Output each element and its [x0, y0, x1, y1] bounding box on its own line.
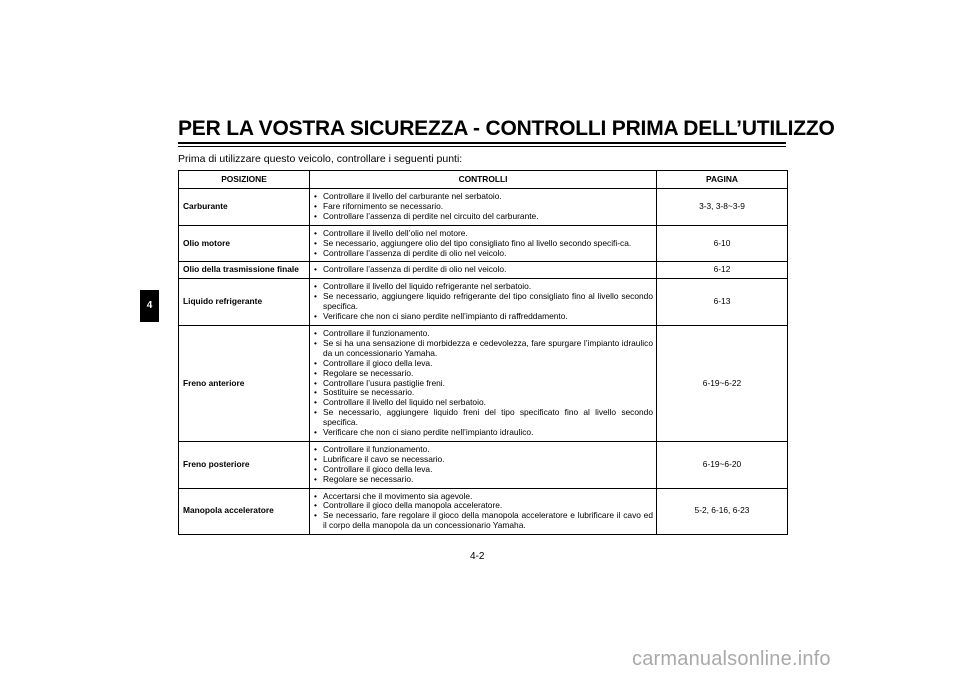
pre-operation-checklist-table — [178, 170, 788, 535]
row-page-ref: 6-12 — [657, 262, 788, 279]
row-page-ref: 6-13 — [657, 279, 788, 326]
row-position: Freno anteriore — [179, 325, 310, 441]
table-row — [179, 441, 788, 488]
row-position: Olio motore — [179, 225, 310, 262]
page-title: PER LA VOSTRA SICUREZZA - CONTROLLI PRIMA DELL’UTILIZZO — [178, 117, 835, 140]
check-item: • Controllare l’assenza di perdite di olio nel veicolo. — [310, 265, 653, 275]
row-checks — [310, 441, 657, 488]
row-checks — [310, 325, 657, 441]
table-row — [179, 189, 788, 226]
title-rule-thin — [178, 146, 786, 147]
check-item: • Accertarsi che il movimento sia agevole. — [310, 492, 653, 502]
check-item: • Fare rifornimento se necessario. — [310, 202, 653, 212]
row-checks — [310, 262, 657, 279]
check-item: • Controllare il livello del carburante nel serbatoio. — [310, 192, 653, 202]
table-row — [179, 325, 788, 441]
check-item: • Sostituire se necessario. — [310, 388, 653, 398]
check-item: • Controllare il gioco della leva. — [310, 359, 653, 369]
check-item: • Regolare se necessario. — [310, 475, 653, 485]
row-position: Carburante — [179, 189, 310, 226]
check-item: • Se necessario, aggiungere olio del tipo consigliato fino al livello secondo specifi-ca. — [310, 239, 653, 249]
row-page-ref: 3-3, 3-8~3-9 — [657, 189, 788, 226]
check-item: • Controllare il livello dell’olio nel motore. — [310, 229, 653, 239]
row-checks — [310, 189, 657, 226]
row-position: Liquido refrigerante — [179, 279, 310, 326]
row-checks — [310, 279, 657, 326]
check-item: • Verificare che non ci siano perdite nell’impianto idraulico. — [310, 428, 653, 438]
table-row — [179, 262, 788, 279]
check-item: • Se necessario, fare regolare il gioco della manopola acceleratore e lubrificare il cavo ed il corpo della manopola da un concessionario Yamaha. — [310, 511, 653, 531]
check-item: • Regolare se necessario. — [310, 369, 653, 379]
title-rule — [178, 142, 786, 144]
check-item: • Controllare il livello del liquido refrigerante nel serbatoio. — [310, 282, 653, 292]
check-item: • Se necessario, aggiungere liquido freni del tipo specificato fino al livello secondo specifica. — [310, 408, 653, 428]
check-item: • Controllare il livello del liquido nel serbatoio. — [310, 398, 653, 408]
row-checks — [310, 488, 657, 535]
watermark: carmanualsonline.info — [632, 648, 831, 670]
row-position: Freno posteriore — [179, 441, 310, 488]
check-item: • Se necessario, aggiungere liquido refrigerante del tipo consigliato fino al livello secondo specifica. — [310, 292, 653, 312]
column-header-checks: CONTROLLI — [310, 171, 657, 189]
check-item: • Controllare il gioco della leva. — [310, 465, 653, 475]
chapter-tab: 4 — [140, 290, 159, 322]
row-page-ref: 5-2, 6-16, 6-23 — [657, 488, 788, 535]
table-header-row — [179, 171, 788, 189]
row-checks — [310, 225, 657, 262]
row-position: Manopola acceleratore — [179, 488, 310, 535]
table-row — [179, 279, 788, 326]
check-item: • Controllare il gioco della manopola acceleratore. — [310, 501, 653, 511]
check-item: • Controllare l’assenza di perdite nel circuito del carburante. — [310, 212, 653, 222]
page-number: 4-2 — [470, 551, 485, 562]
row-page-ref: 6-19~6-22 — [657, 325, 788, 441]
row-position: Olio della trasmissione finale — [179, 262, 310, 279]
row-page-ref: 6-19~6-20 — [657, 441, 788, 488]
check-item: • Controllare l’assenza di perdite di olio nel veicolo. — [310, 249, 653, 259]
row-page-ref: 6-10 — [657, 225, 788, 262]
intro-text: Prima di utilizzare questo veicolo, controllare i seguenti punti: — [178, 153, 463, 165]
check-item: • Controllare il funzionamento. — [310, 445, 653, 455]
column-header-page: PAGINA — [657, 171, 788, 189]
check-item: • Se si ha una sensazione di morbidezza e cedevolezza, fare spurgare l’impianto idraulico da un concessionario Yamaha. — [310, 339, 653, 359]
check-item: • Verificare che non ci siano perdite nell’impianto di raffreddamento. — [310, 312, 653, 322]
check-item: • Controllare l’usura pastiglie freni. — [310, 379, 653, 389]
table-row — [179, 488, 788, 535]
column-header-position: POSIZIONE — [179, 171, 310, 189]
check-item: • Lubrificare il cavo se necessario. — [310, 455, 653, 465]
table-row — [179, 225, 788, 262]
check-item: • Controllare il funzionamento. — [310, 329, 653, 339]
